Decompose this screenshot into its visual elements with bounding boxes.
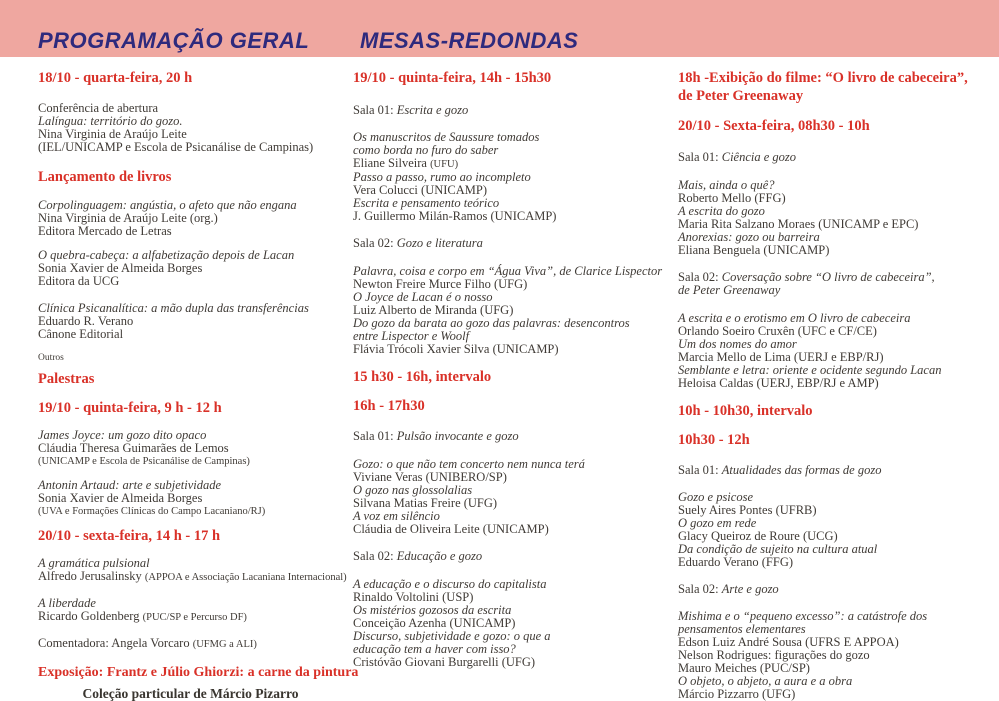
work-title: Mishima e o “pequeno excesso”: a catástrofe dos	[678, 609, 928, 623]
work-title: Antonin Artaud: arte e subjetividade	[38, 478, 222, 492]
work-title: James Joyce: um gozo dito opaco	[38, 428, 207, 442]
speaker-name: Silvana Matias Freire (UFG)	[353, 496, 498, 510]
speaker-name	[38, 569, 347, 584]
programacao-geral-heading: PROGRAMAÇÃO GERAL	[38, 28, 310, 53]
speaker-name: Edson Luiz André Sousa (UFRS E APPOA)	[678, 635, 899, 649]
speaker-name: Eliana Benguela (UNICAMP)	[678, 243, 830, 257]
room-session-line	[353, 237, 671, 250]
column-mesas-redondas	[353, 57, 671, 669]
speaker-name: Eduardo R. Verano	[38, 314, 134, 328]
work-title: educação tem a haver com isso?	[353, 642, 516, 656]
affiliation: (UFU)	[430, 159, 459, 170]
work-title: Gozo: o que não tem concerto nem nunca terá	[353, 457, 585, 471]
session-title: Pulsão invocante e gozo	[396, 429, 519, 443]
speaker-name-text: Comentadora: Angela Vorcaro	[38, 636, 193, 650]
section-heading: Palestras	[38, 371, 95, 387]
speaker-name: Cristóvão Giovani Burgarelli (UFG)	[353, 655, 536, 669]
date-heading: de Peter Greenaway	[678, 88, 804, 104]
work-title: Do gozo da barata ao gozo das palavras: desencontros	[353, 316, 630, 330]
work-title: A escrita do gozo	[678, 204, 765, 218]
work-title: Os mistérios gozosos da escrita	[353, 603, 512, 617]
work-title: Mais, ainda o quê?	[678, 178, 775, 192]
work-title: Lalíngua: território do gozo.	[38, 114, 183, 128]
speaker-name: Maria Rita Salzano Moraes (UNICAMP e EPC)	[678, 217, 919, 231]
speaker-name: (IEL/UNICAMP e Escola de Psicanálise de Campinas)	[38, 140, 314, 154]
affiliation: (UVA e Formações Clínicas do Campo Lacaniano/RJ)	[38, 506, 266, 517]
speaker-name	[38, 637, 343, 651]
session-title: Atualidades das formas de gozo	[721, 463, 882, 477]
work-title: Anorexias: gozo ou barreira	[678, 230, 820, 244]
work-title: Um dos nomes do amor	[678, 337, 797, 351]
mesas-redondas-heading: MESAS-REDONDAS	[360, 28, 579, 53]
speaker-name: Nina Virginia de Araújo Leite (org.)	[38, 211, 218, 225]
speaker-name: Nelson Rodrigues: figurações do gozo	[678, 648, 870, 662]
date-heading: 19/10 - quinta-feira, 14h - 15h30	[353, 70, 552, 86]
room-session-line	[678, 151, 993, 164]
room-session-line	[678, 583, 993, 596]
speaker-name: Editora da UCG	[38, 274, 120, 288]
speaker-name: Márcio Pizzarro (UFG)	[678, 687, 796, 701]
speaker-name: Cláudia de Oliveira Leite (UNICAMP)	[353, 522, 549, 536]
section-heading: Lançamento de livros	[38, 169, 172, 185]
room-label: Sala 01:	[353, 429, 397, 443]
speaker-name: Vera Colucci (UNICAMP)	[353, 183, 488, 197]
speaker-name: Roberto Mello (FFG)	[678, 191, 786, 205]
speaker-name: Viviane Veras (UNIBERO/SP)	[353, 470, 507, 484]
work-title: A voz em silêncio	[353, 509, 440, 523]
date-heading: 20/10 - sexta-feira, 14 h - 17 h	[38, 528, 221, 544]
work-title: O gozo nas glossolalias	[353, 483, 473, 497]
work-title: A liberdade	[38, 596, 96, 610]
work-title: O quebra-cabeça: a alfabetização depois de Lacan	[38, 248, 295, 262]
speaker-name: Sonia Xavier de Almeida Borges	[38, 491, 203, 505]
work-title: Gozo e psicose	[678, 490, 753, 504]
affiliation: (UNICAMP e Escola de Psicanálise de Campinas)	[38, 456, 250, 467]
session-title: Escrita e gozo	[396, 103, 469, 117]
speaker-name: Rinaldo Voltolini (USP)	[353, 590, 474, 604]
work-title: A educação e o discurso do capitalista	[353, 577, 547, 591]
room-label: Sala 02:	[353, 236, 397, 250]
work-title: Discurso, subjetividade e gozo: o que a	[353, 629, 551, 643]
speaker-name: Cláudia Theresa Guimarães de Lemos	[38, 441, 229, 455]
session-title: Gozo e literatura	[396, 236, 483, 250]
speaker-name: Cânone Editorial	[38, 327, 124, 341]
room-label: Sala 01:	[678, 463, 722, 477]
work-title: A gramática pulsional	[38, 556, 150, 570]
session-title: Arte e gozo	[721, 582, 779, 596]
speaker-name: Mauro Meiches (PUC/SP)	[678, 661, 810, 675]
room-session-line	[678, 464, 993, 477]
affiliation: (PUC/SP e Percurso DF)	[142, 612, 247, 623]
affiliation: (APPOA e Associação Lacaniana Internacional)	[144, 572, 347, 583]
work-title: Clínica Psicanalítica: a mão dupla das transferências	[38, 301, 309, 315]
date-heading: 18/10 - quarta-feira, 20 h	[38, 70, 193, 86]
speaker-name: Flávia Trócoli Xavier Silva (UNICAMP)	[353, 342, 559, 356]
work-title: Palavra, coisa e corpo em “Água Viva”, de Clarice Lispector	[353, 264, 663, 278]
room-label: Sala 02:	[678, 582, 722, 596]
speaker-name: Glacy Queiroz de Roure (UCG)	[678, 529, 838, 543]
affiliation: (UFMG a ALI)	[192, 639, 257, 650]
speaker-name-text: Ricardo Goldenberg	[38, 609, 143, 623]
speaker-name: Luiz Alberto de Miranda (UFG)	[353, 303, 514, 317]
note: Outros	[38, 353, 64, 363]
room-label: Sala 01:	[678, 150, 722, 164]
work-title: Semblante e letra: oriente e ocidente segundo Lacan	[678, 363, 942, 377]
column-programacao-geral	[38, 57, 359, 701]
room-session-line	[353, 550, 671, 563]
exhibition-note: Exposição: Frantz e Júlio Ghiorzi: a carne da pintura	[38, 665, 359, 680]
speaker-name: Suely Aires Pontes (UFRB)	[678, 503, 817, 517]
speaker-name: Orlando Soeiro Cruxên (UFC e CF/CE)	[678, 324, 877, 338]
work-title: Passo a passo, rumo ao incompleto	[353, 170, 531, 184]
speaker-name	[38, 610, 343, 624]
session-title: Ciência e gozo	[721, 150, 797, 164]
date-heading: 10h30 - 12h	[678, 432, 750, 448]
date-heading: 16h - 17h30	[353, 398, 425, 414]
date-heading: 20/10 - Sexta-feira, 08h30 - 10h	[678, 118, 870, 134]
speaker-name: Sonia Xavier de Almeida Borges	[38, 261, 203, 275]
work-title: O gozo em rede	[678, 516, 757, 530]
work-title: O objeto, o abjeto, a aura e a obra	[678, 674, 853, 688]
speaker-name: Nina Virginia de Araújo Leite	[38, 127, 187, 141]
work-title: pensamentos elementares	[678, 622, 806, 636]
room-label: Sala 02:	[678, 270, 722, 284]
date-heading: 19/10 - quinta-feira, 9 h - 12 h	[38, 400, 222, 416]
work-title: Corpolinguagem: angústia, o afeto que não engana	[38, 198, 297, 212]
speaker-name	[353, 157, 671, 171]
header-band	[0, 0, 999, 57]
date-heading: 15 h30 - 16h, intervalo	[353, 369, 492, 385]
room-label: Sala 01:	[353, 103, 397, 117]
work-title: Escrita e pensamento teórico	[353, 196, 500, 210]
room-session-line	[353, 430, 671, 443]
work-title: Da condição de sujeito na cultura atual	[678, 542, 878, 556]
work-title: A escrita e o erotismo em O livro de cabeceira	[678, 311, 911, 325]
work-title: O Joyce de Lacan é o nosso	[353, 290, 493, 304]
speaker-name-text: Alfredo Jerusalinsky	[38, 569, 145, 583]
session-title: Educação e gozo	[396, 549, 483, 563]
speaker-name: J. Guillermo Milán-Ramos (UNICAMP)	[353, 209, 557, 223]
speaker-name: Conceição Azenha (UNICAMP)	[353, 616, 516, 630]
speaker-name: Editora Mercado de Letras	[38, 224, 172, 238]
column-mesas-redondas-continuacao	[678, 57, 993, 701]
session-title: Coversação sobre “O livro de cabeceira”,	[721, 270, 935, 284]
room-label: Sala 02:	[353, 549, 397, 563]
date-heading: 18h -Exibição do filme: “O livro de cabeceira”,	[678, 70, 968, 86]
speaker-name: Marcia Mello de Lima (UERJ e EBP/RJ)	[678, 350, 884, 364]
speaker-name: Eduardo Verano (FFG)	[678, 555, 794, 569]
speaker-name-text: Eliane Silveira	[353, 156, 431, 170]
room-session-line	[353, 104, 671, 117]
speaker-name: Conferência de abertura	[38, 101, 159, 115]
work-title: Os manuscritos de Saussure tomados	[353, 130, 540, 144]
speaker-name: Newton Freire Murce Filho (UFG)	[353, 277, 528, 291]
room-session-line: de Peter Greenaway	[678, 283, 781, 297]
work-title: como borda no furo do saber	[353, 143, 499, 157]
date-heading: 10h - 10h30, intervalo	[678, 403, 813, 419]
collection-note: Coleção particular de Márcio Pizarro	[82, 686, 299, 701]
speaker-name: Heloisa Caldas (UERJ, EBP/RJ e AMP)	[678, 376, 879, 390]
work-title: entre Lispector e Woolf	[353, 329, 470, 343]
